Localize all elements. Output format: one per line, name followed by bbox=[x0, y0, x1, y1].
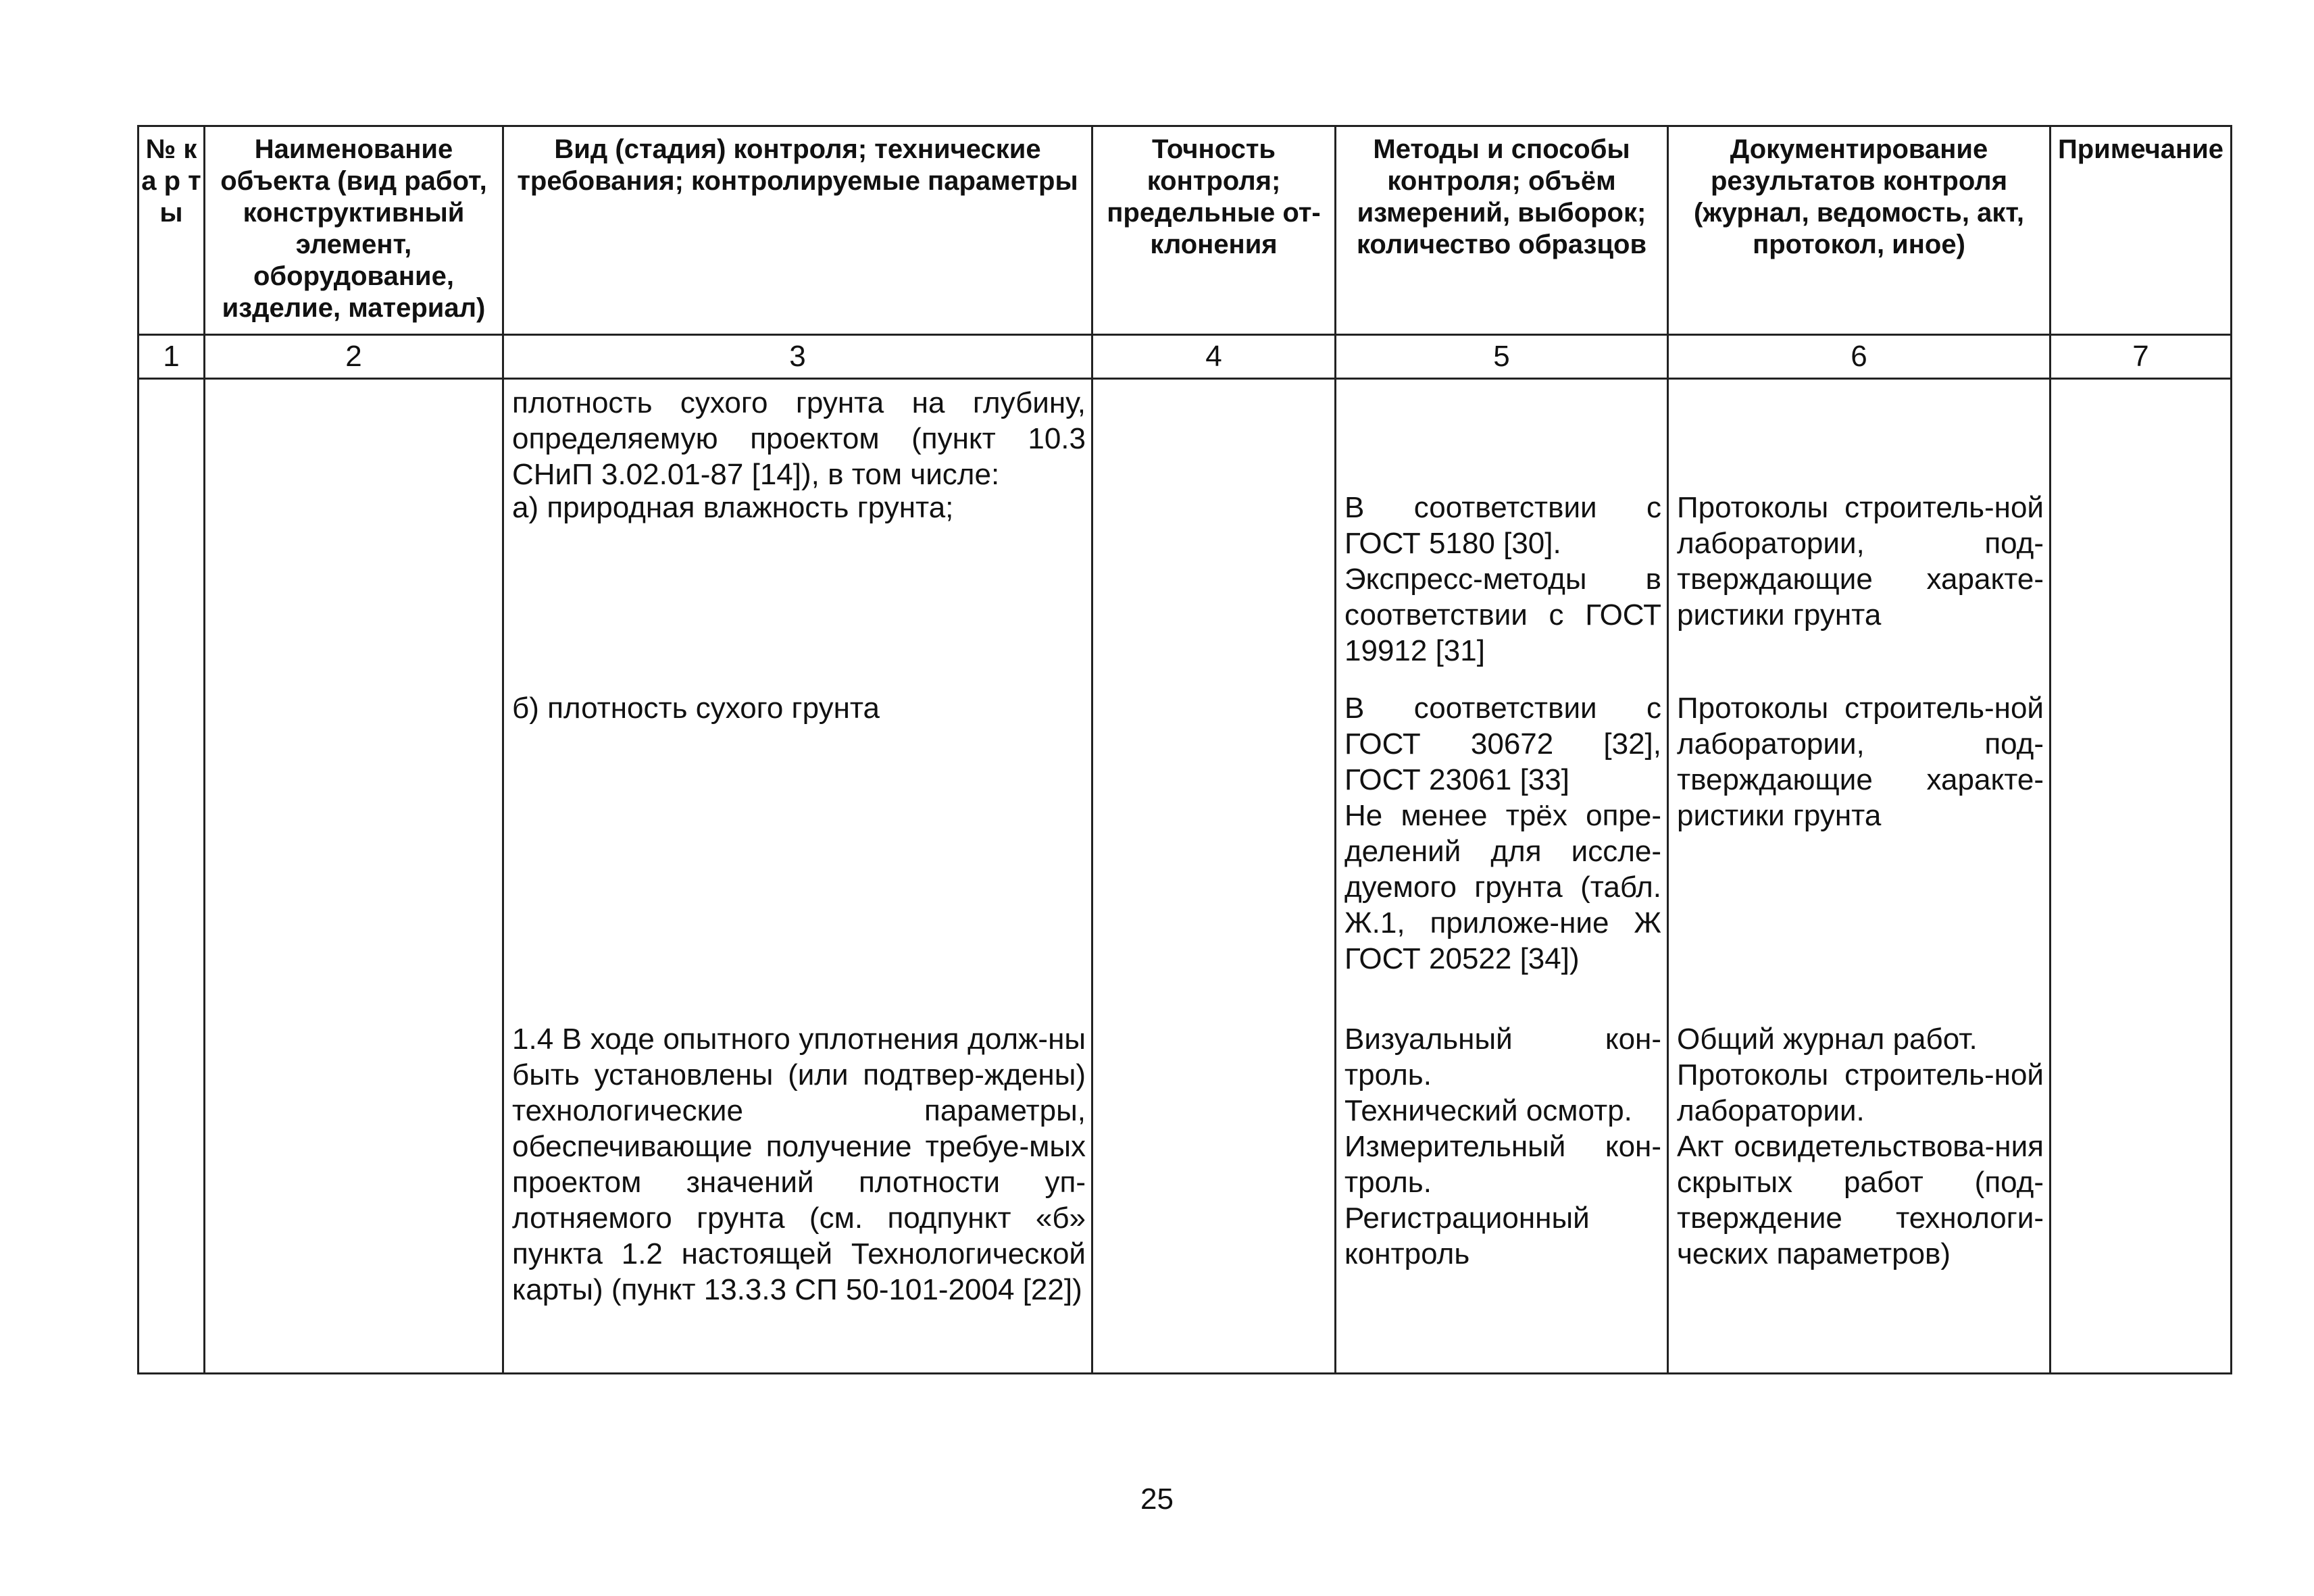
header-accuracy: Точность контроля; предельные от-клонения bbox=[1092, 126, 1336, 335]
accuracy-cell bbox=[1092, 379, 1336, 1374]
visual-control-text: Визуальный кон-троль. bbox=[1344, 1023, 1661, 1091]
control-type-cell bbox=[503, 379, 1092, 1374]
trial-compaction-text: 1.4 В ходе опытного уплотнения долж-ны быть установлены (или подтвер-ждены) технологические параметры, обеспечивающие получение требуе-мых проектом значений плотности уп-лотняемого грунта (см. подпункт «б» пункта 1.2 настоящей Технологической карты) (пункт 13.3.3 СП 50-101-2004 [22]) bbox=[512, 1023, 1086, 1306]
header-documentation: Документирование результатов контроля (журнал, ведомость, акт, протокол, иное) bbox=[1668, 126, 2051, 335]
column-number: 3 bbox=[503, 335, 1092, 379]
density-method-text: В соответствии с ГОСТ 30672 [32], ГОСТ 23061 [33] bbox=[1344, 692, 1661, 796]
control-table bbox=[137, 125, 2232, 1374]
header-row bbox=[139, 126, 2232, 335]
page-number: 25 bbox=[1140, 1483, 1174, 1516]
header-methods: Методы и способы контроля; объём измерений, выборок; количество образцов bbox=[1336, 126, 1668, 335]
general-work-log-text: Общий журнал работ. bbox=[1677, 1023, 1978, 1056]
moisture-documentation-text: Протоколы строитель-ной лаборатории, под-тверждающие характе-ристики грунта bbox=[1677, 491, 2044, 632]
column-number: 7 bbox=[2051, 335, 2232, 379]
density-requirement-text: б) плотность сухого грунта bbox=[512, 692, 880, 725]
column-number: 6 bbox=[1668, 335, 2051, 379]
header-control-type: Вид (стадия) контроля; технические требования; контролируемые параметры bbox=[503, 126, 1092, 335]
moisture-requirement-text: а) природная влажность грунта; bbox=[512, 491, 954, 524]
header-card-number: № к а р т ы bbox=[139, 126, 205, 335]
density-sample-count-text: Не менее трёх опре-делений для иссле-дуемого грунта (табл. Ж.1, приложе-ние Ж ГОСТ 20522 [34]) bbox=[1344, 799, 1661, 975]
hidden-works-act-text: Акт освидетельствова-ния скрытых работ (под-тверждение технологи-ческих параметров) bbox=[1677, 1130, 2044, 1270]
column-number: 1 bbox=[139, 335, 205, 379]
trial-methods-block bbox=[1336, 1021, 1667, 1272]
density-documentation-text: Протоколы строитель-ной лаборатории, под-тверждающие характе-ристики грунта bbox=[1677, 692, 2044, 832]
content-row bbox=[139, 379, 2232, 1374]
header-object-name: Наименование объекта (вид работ, конструктивный элемент, оборудование, изделие, материал) bbox=[205, 126, 503, 335]
object-name-cell bbox=[205, 379, 503, 1374]
methods-cell bbox=[1336, 379, 1668, 1374]
lab-protocols-text: Протоколы строитель-ной лаборатории. bbox=[1677, 1058, 2044, 1127]
technical-inspection-text: Технический осмотр. bbox=[1344, 1094, 1632, 1127]
column-number: 4 bbox=[1092, 335, 1336, 379]
column-number: 2 bbox=[205, 335, 503, 379]
header-note: Примечание bbox=[2051, 126, 2232, 335]
documentation-cell bbox=[1668, 379, 2051, 1374]
note-cell bbox=[2051, 379, 2232, 1374]
moisture-method-text: В соответствии с ГОСТ 5180 [30]. bbox=[1344, 491, 1661, 560]
column-number-row bbox=[139, 335, 2232, 379]
moisture-express-method-text: Экспресс-методы в соответствии с ГОСТ 19912 [31] bbox=[1344, 563, 1661, 667]
moisture-methods-block bbox=[1336, 490, 1667, 669]
density-methods-block bbox=[1336, 690, 1667, 977]
column-number: 5 bbox=[1336, 335, 1668, 379]
card-number-cell bbox=[139, 379, 205, 1374]
intro-requirement-text: плотность сухого грунта на глубину, определяемую проектом (пункт 10.3 СНиП 3.02.01-87 [14]), в том числе: bbox=[512, 386, 1086, 491]
measurement-control-text: Измерительный кон-троль. bbox=[1344, 1130, 1661, 1199]
trial-documentation-block bbox=[1669, 1021, 2049, 1272]
registration-control-text: Регистрационный контроль bbox=[1344, 1202, 1590, 1270]
